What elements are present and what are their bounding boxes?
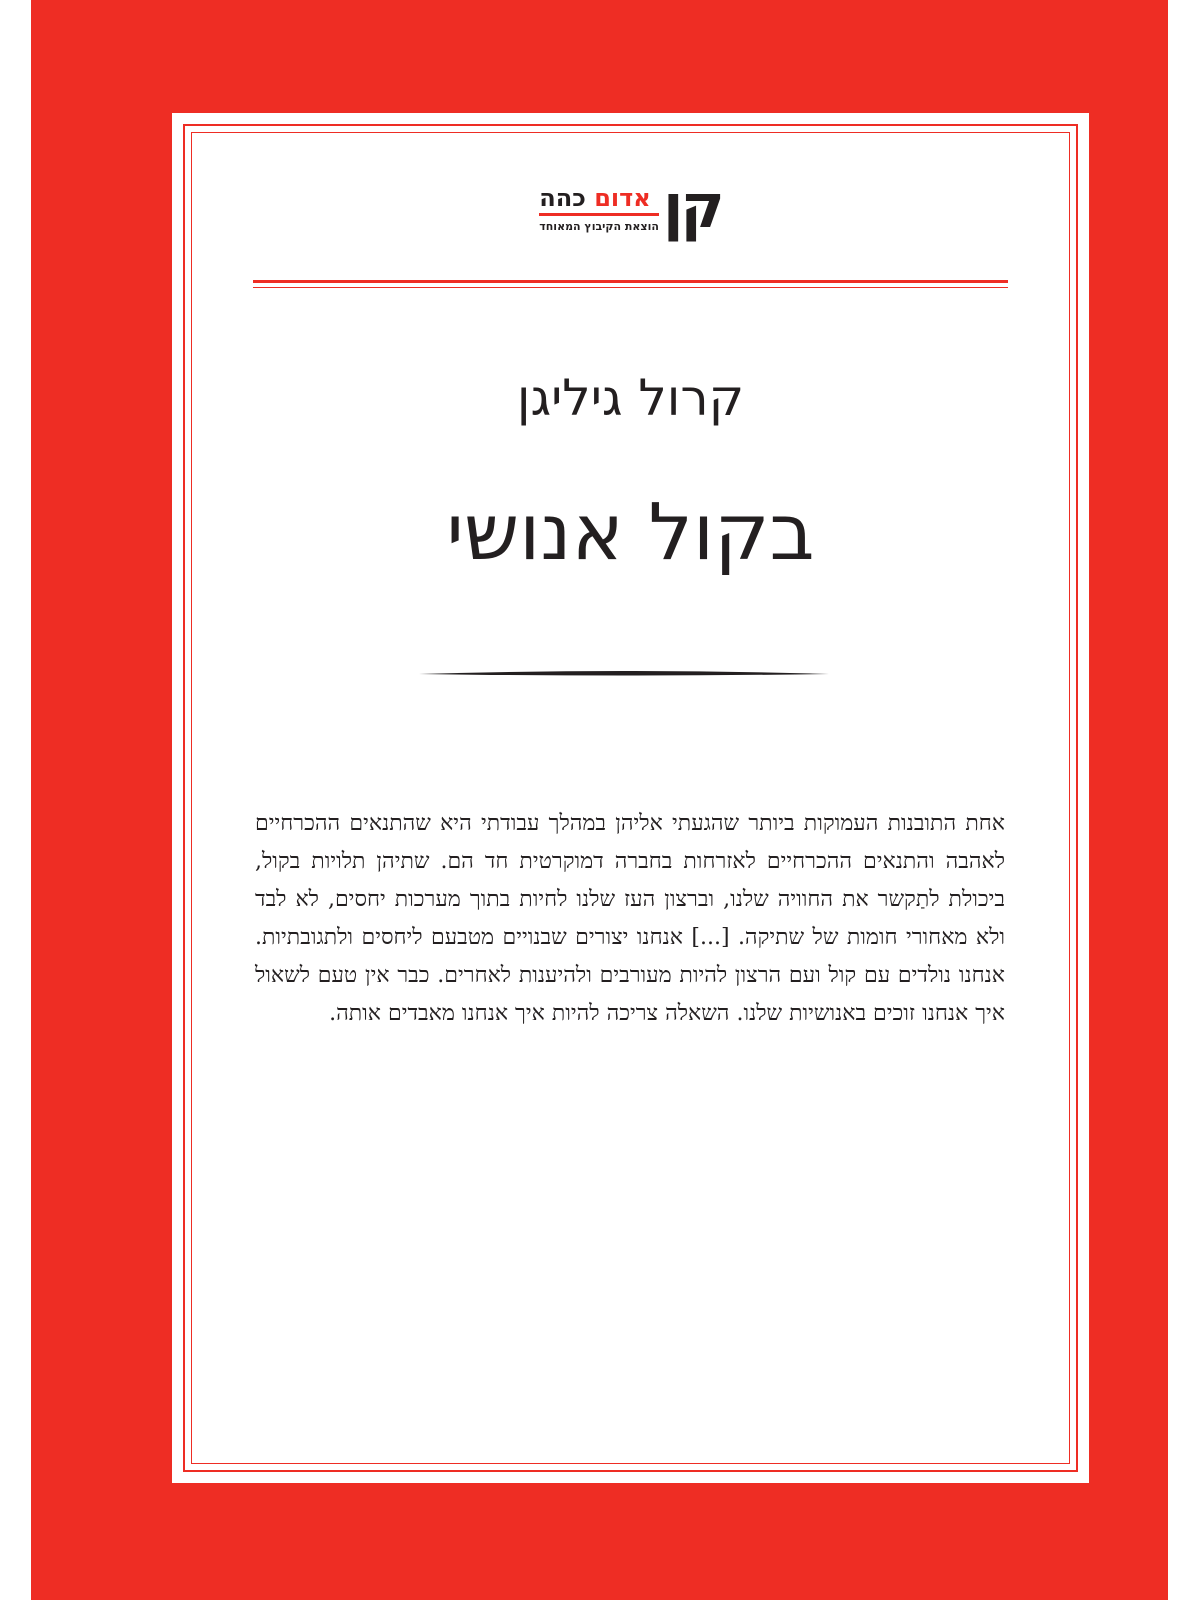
logo-word-2: כהה (539, 184, 586, 212)
header-divider-thin (253, 287, 1008, 288)
cover-panel (172, 113, 1089, 1483)
author-name: קרול גיליגן (516, 369, 745, 427)
logo-imprint-name (539, 185, 650, 211)
header-divider-thick (253, 280, 1008, 283)
logo-publisher-name: הוצאת הקיבוץ המאוחד (539, 220, 659, 233)
logo-word-1: אדום (594, 184, 651, 212)
book-title: בקול אנושי (446, 488, 815, 578)
inner-frame (191, 132, 1070, 1464)
book-cover (31, 0, 1168, 1600)
blurb-text: אחת התובנות העמוקות ביותר שהגעתי אליהן במהלך עבודתי היא שהתנאים ההכרחיים לאהבה והתנאים ההכרחיים לאזרחות בחברה דמוקרטית חד הם. שתיהן תלויות בקול, ביכולת לתַקשר את החוויה שלנו, וברצון העז שלנו לחיות בתוך מערכות יחסים, לא לבד ולא מאחורי חומות של שתיקה. [...] אנחנו יצורים שבנויים מטבעם ליחסים ולתגובתיות. אנחנו נולדים עם קול ועם הרצון להיות מעורבים ולהיענות לאחרים. כבר אין טעם לשאול איך אנחנו זוכים באנושיות שלנו. השאלה צריכה להיות איך אנחנו מאבדים אותה. (255, 811, 1005, 1026)
logo-underline (539, 213, 659, 216)
ornament-divider (419, 668, 829, 680)
logo-main: קן (662, 172, 722, 242)
publisher-logo (172, 172, 1089, 242)
logo-imprint (539, 185, 659, 237)
